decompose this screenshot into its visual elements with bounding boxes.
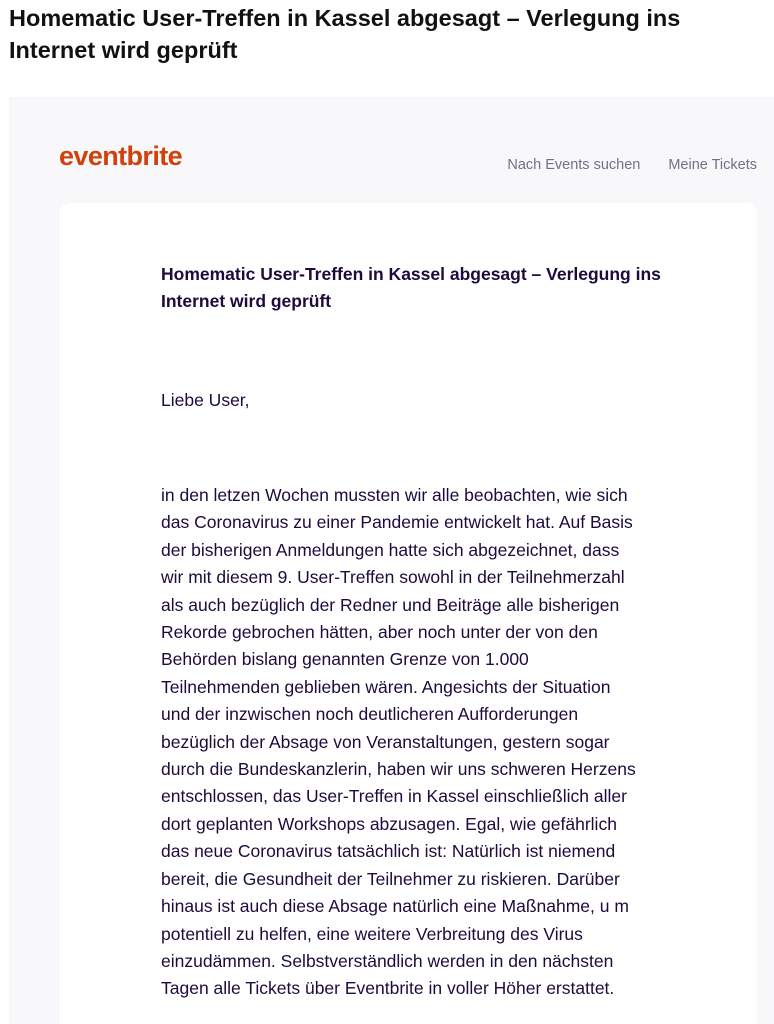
- nav-my-tickets[interactable]: Meine Tickets: [668, 157, 757, 173]
- email-title: Homematic User-Treffen in Kassel abgesagt – Verlegung ins Internet wird geprüft: [161, 264, 661, 311]
- email-card: [60, 203, 757, 1024]
- eventbrite-logo[interactable]: eventbrite: [59, 141, 183, 171]
- top-navigation: [507, 157, 757, 173]
- nav-search-events[interactable]: Nach Events suchen: [507, 157, 641, 173]
- email-greeting: Liebe User,: [161, 390, 250, 410]
- email-body-text: in den letzen Wochen mussten wir alle beobachten, wie sich das Coronavirus zu einer Pandemie entwickelt hat. Auf Basis der bisherigen Anmeldungen hatte sich abgezeichnet, dass wir mit diesem 9. User-Treffen sowohl in der Teilnehmerzahl als auch bezüglich der Redner und Beiträge alle bisherigen Rekorde gebrochen hätten, aber noch unter der von den Behörden bislang genannten Grenze von 1.000 Teilnehmenden geblieben wären. Angesichts der Situation und der inzwischen noch deutlicheren Aufforderungen bezüglich der Absage von Veranstaltungen, gestern sogar durch die Bundeskanzlerin, haben wir uns schweren Herzens entschlossen, das User-Treffen in Kassel einschließlich aller dort geplanten Workshops abzusagen. Egal, wie gefährlich das neue Coronavirus tatsächlich ist: Natürlich ist niemend bereit, die Gesundheit der Teilnehmer zu riskieren. Darüber hinaus ist auch diese Absage natürlich eine Maßnahme, u m potentiell zu helfen, eine weitere Verbreitung des Virus einzudämmen. Selbstverständlich werden in den nächsten Tagen alle Tickets über Eventbrite in voller Höher erstattet.: [161, 485, 636, 999]
- email-screenshot: [9, 97, 774, 1024]
- article-heading: Homematic User-Treffen in Kassel abgesagt – Verlegung ins Internet wird geprüft: [9, 5, 681, 63]
